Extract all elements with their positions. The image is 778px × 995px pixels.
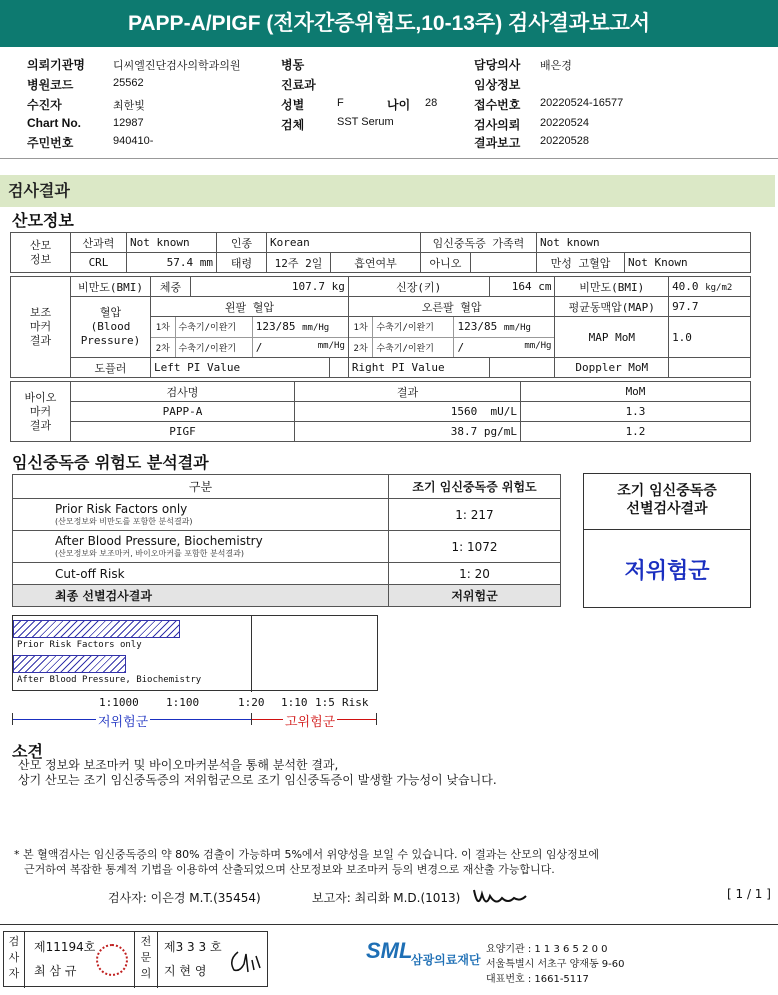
col-header: 검사명 bbox=[71, 382, 295, 402]
cutoff-line bbox=[251, 616, 252, 692]
cell-label: 만성 고혈압 bbox=[537, 253, 625, 273]
risk-title: 임신중독증 위험도 분석결과 bbox=[12, 453, 209, 472]
report-title: PAPP-A/PIGF (전자간증위험도,10-13주) 검사결과보고서 bbox=[0, 0, 778, 47]
cell-value: Korean bbox=[267, 233, 421, 253]
doctor-label: 전 문 의 bbox=[140, 935, 152, 980]
tick-label: 1:100 bbox=[166, 696, 200, 709]
cell-value: 97.7 bbox=[669, 297, 751, 317]
info-value: 28 bbox=[425, 97, 438, 109]
result-box-title: 조기 임신중독증 선별검사결과 bbox=[584, 474, 750, 530]
left-bp-2: / mm/Hg bbox=[255, 340, 345, 354]
info-label: 임상정보 bbox=[474, 78, 521, 92]
footnote-line: * 본 혈액검사는 임신중독증의 약 80% 검출이 가능하며 5%에서 위양성을 보일 수 있습니다. 이 결과는 산모의 임상정보에 bbox=[14, 848, 600, 861]
col-header: 결과 bbox=[295, 382, 521, 402]
cell-label: Right PI Value bbox=[348, 358, 489, 378]
result-box-value: 저위험군 bbox=[624, 559, 710, 584]
cell-value: Not Known bbox=[625, 253, 751, 273]
cell-label: 인종 bbox=[217, 233, 267, 253]
bio-name: PIGF bbox=[71, 422, 295, 442]
info-label: 검사의뢰 bbox=[474, 118, 521, 132]
info-label: 접수번호 bbox=[474, 98, 521, 112]
left-bp-1: 123/85 mm/Hg bbox=[252, 317, 348, 337]
cell-label: MAP MoM bbox=[555, 317, 669, 358]
high-risk-label: 고위험군 bbox=[283, 711, 337, 730]
final-value: 저위험군 bbox=[389, 585, 561, 607]
cell-label: 산과력 bbox=[71, 233, 127, 253]
info-label: 주민번호 bbox=[27, 136, 74, 150]
org-address: 서울특별시 서초구 양재동 9-60 bbox=[486, 959, 625, 970]
col-header: MoM bbox=[521, 382, 751, 402]
result-box bbox=[583, 473, 751, 608]
seal-icon bbox=[96, 944, 128, 976]
cell-value: 164 cm bbox=[489, 277, 555, 297]
footnote-line: 근거하여 복잡한 통계적 기법을 이용하여 산출되었으며 산모정보와 보조마커 등의 변경으로 재산출 가능합니다. bbox=[24, 863, 555, 876]
info-value: 940410- bbox=[113, 135, 154, 147]
info-value: 12987 bbox=[113, 117, 144, 129]
cell-value: 1.0 bbox=[669, 317, 751, 358]
info-value: F bbox=[337, 97, 344, 109]
tester-label: 검 사 자 bbox=[8, 935, 20, 980]
cell-label: Doppler MoM bbox=[555, 358, 669, 378]
risk-row-value: 1: 20 bbox=[389, 563, 561, 585]
range-tick bbox=[376, 713, 377, 725]
bio-name: PAPP-A bbox=[71, 402, 295, 422]
bar-label: After Blood Pressure, Biochemistry bbox=[17, 675, 202, 685]
signature-box bbox=[3, 931, 268, 987]
info-label: 검체 bbox=[281, 118, 305, 132]
info-label: 진료과 bbox=[281, 78, 316, 92]
cell-label: 태령 bbox=[217, 253, 267, 273]
cell-value: 107.7 kg bbox=[191, 277, 349, 297]
maternal-table bbox=[10, 232, 751, 273]
left-arm-label: 왼팔 혈압 bbox=[151, 297, 349, 317]
range-tick bbox=[251, 713, 252, 725]
doctor-name: 지 현 영 bbox=[164, 964, 207, 978]
risk-row-value: 1: 217 bbox=[389, 499, 561, 531]
col-header: 조기 임신중독증 위험도 bbox=[389, 475, 561, 499]
info-value: 20220524-16577 bbox=[540, 97, 624, 109]
info-label: 의뢰기관명 bbox=[27, 58, 85, 72]
section-title: 검사결과 bbox=[0, 175, 775, 207]
group-label: 바이오 마커 결과 bbox=[11, 382, 71, 442]
cell-value: Not known bbox=[537, 233, 751, 253]
info-label: 병동 bbox=[281, 58, 305, 72]
info-label: 나이 bbox=[387, 98, 411, 112]
info-value: 20220528 bbox=[540, 135, 589, 147]
bp-label: 혈압 (Blood Pressure) bbox=[71, 297, 151, 358]
risk-row-label: After Blood Pressure, Biochemistry (산모정보와 보조마커, 바이오마커를 포함한 분석결과) bbox=[13, 531, 389, 563]
cell-label: 신장(키) bbox=[348, 277, 489, 297]
tick-label: Risk bbox=[342, 696, 369, 709]
tick-label: 1:20 bbox=[238, 696, 265, 709]
prior-risk-bar bbox=[13, 620, 180, 638]
cell-label: 비만도(BMI) bbox=[71, 277, 151, 297]
col-header: 구분 bbox=[13, 475, 389, 499]
after-bp-bar bbox=[13, 655, 126, 673]
cell-label: 흡연여부 bbox=[331, 253, 421, 273]
opinion-line: 상기 산모는 조기 임신중독증의 저위험군으로 조기 임신중독증이 발생할 가능성이 낮습니다. bbox=[18, 773, 497, 787]
info-label: 담당의사 bbox=[474, 58, 521, 72]
divider bbox=[0, 924, 778, 925]
org-name: 삼광의료재단 bbox=[411, 953, 481, 967]
cell-value: 40.0 kg/m2 bbox=[669, 277, 751, 297]
tick-label: 1:10 bbox=[281, 696, 308, 709]
doctor-signature-icon bbox=[226, 946, 264, 976]
page-number: [ 1 / 1 ] bbox=[727, 887, 771, 901]
org-code: 요양기관 : 1 1 3 6 5 2 0 0 bbox=[486, 944, 608, 955]
group-label: 산모 정보 bbox=[11, 233, 71, 273]
risk-row-value: 1: 1072 bbox=[389, 531, 561, 563]
doctor-license: 제3 3 3 호 bbox=[164, 940, 222, 954]
aux-table: 보조 마커 결과 비만도(BMI) 체중 107.7 kg 신장(키) 164 cm 비만도(BMI) 40.0 kg/m2 혈압 (Blood Pressure) 왼팔 혈압 오른팔 혈압 평균동맥압(MAP) 97.7 1차 수축기/이완기 123/85 mm/Hg 2차 수축기/이완기 / mm/Hg 1차 수축기/이완기 123/85 mm/Hg 2차 수축기/이완기 / mm/Hg MAP MoM 1.0 도플러 Left PI Value Right PI Value Doppler MoM bbox=[10, 276, 751, 378]
org-phone: 대표번호 : 1661-5117 bbox=[486, 974, 589, 985]
tick-label: 1:5 bbox=[315, 696, 335, 709]
tester-sign: 검사자: 이은경 M.T.(35454) bbox=[108, 891, 261, 905]
tester-license: 제11194호 bbox=[34, 940, 96, 954]
bio-result: 38.7 pg/mL bbox=[295, 422, 521, 442]
risk-row-label: Cut-off Risk bbox=[13, 563, 389, 585]
maternal-title: 산모정보 bbox=[12, 211, 74, 230]
low-risk-label: 저위험군 bbox=[96, 711, 150, 730]
group-label: 보조 마커 결과 bbox=[11, 277, 71, 378]
cell-label: CRL bbox=[71, 253, 127, 273]
signature-icon bbox=[470, 880, 530, 912]
cell-label: Left PI Value bbox=[151, 358, 330, 378]
risk-graph bbox=[12, 615, 378, 691]
opinion-line: 산모 정보와 보조마커 및 바이오마커분석을 통해 분석한 결과, bbox=[18, 758, 339, 772]
info-label: 병원코드 bbox=[27, 78, 74, 92]
info-label: Chart No. bbox=[27, 116, 81, 130]
range-tick bbox=[12, 713, 13, 725]
info-value: 최한빛 bbox=[113, 100, 145, 112]
cell-label: 도플러 bbox=[71, 358, 151, 378]
cell-label: 임신중독증 가족력 bbox=[421, 233, 537, 253]
cell-value: 57.4 mm bbox=[127, 253, 217, 273]
info-value: SST Serum bbox=[337, 116, 394, 128]
risk-row-label: Prior Risk Factors only (산모정보와 비만도를 포함한 분석결과) bbox=[13, 499, 389, 531]
info-value: 디씨엘진단검사의학과의원 bbox=[113, 60, 241, 72]
info-label: 수진자 bbox=[27, 98, 62, 112]
opinion-title: 소견 bbox=[12, 742, 43, 761]
bio-result: 1560 mU/L bbox=[295, 402, 521, 422]
final-label: 최종 선별검사결과 bbox=[13, 585, 389, 607]
cell-value: Not known bbox=[127, 233, 217, 253]
right-bp-2: / mm/Hg bbox=[457, 340, 552, 354]
info-value: 배은경 bbox=[540, 60, 572, 72]
sml-logo: SML bbox=[366, 938, 413, 963]
risk-table bbox=[12, 474, 561, 607]
cell-label: 평균동맥압(MAP) bbox=[555, 297, 669, 317]
divider bbox=[0, 158, 778, 159]
right-arm-label: 오른팔 혈압 bbox=[348, 297, 555, 317]
bio-mom: 1.2 bbox=[521, 422, 751, 442]
info-value: 25562 bbox=[113, 77, 144, 89]
cell-label: 체중 bbox=[151, 277, 191, 297]
right-bp-1: 123/85 mm/Hg bbox=[454, 317, 554, 337]
info-value: 20220524 bbox=[540, 117, 589, 129]
cell-value: 아니오 bbox=[421, 253, 471, 273]
tick-label: 1:1000 bbox=[99, 696, 139, 709]
cell-value: 12주 2일 bbox=[267, 253, 331, 273]
bar-label: Prior Risk Factors only bbox=[17, 640, 142, 650]
tester-name: 최 삼 규 bbox=[34, 964, 77, 978]
info-label: 결과보고 bbox=[474, 136, 521, 150]
info-label: 성별 bbox=[281, 98, 305, 112]
cell-label: 비만도(BMI) bbox=[555, 277, 669, 297]
bio-table bbox=[10, 381, 751, 442]
reporter-sign: 보고자: 최리화 M.D.(1013) bbox=[312, 891, 461, 905]
bio-mom: 1.3 bbox=[521, 402, 751, 422]
